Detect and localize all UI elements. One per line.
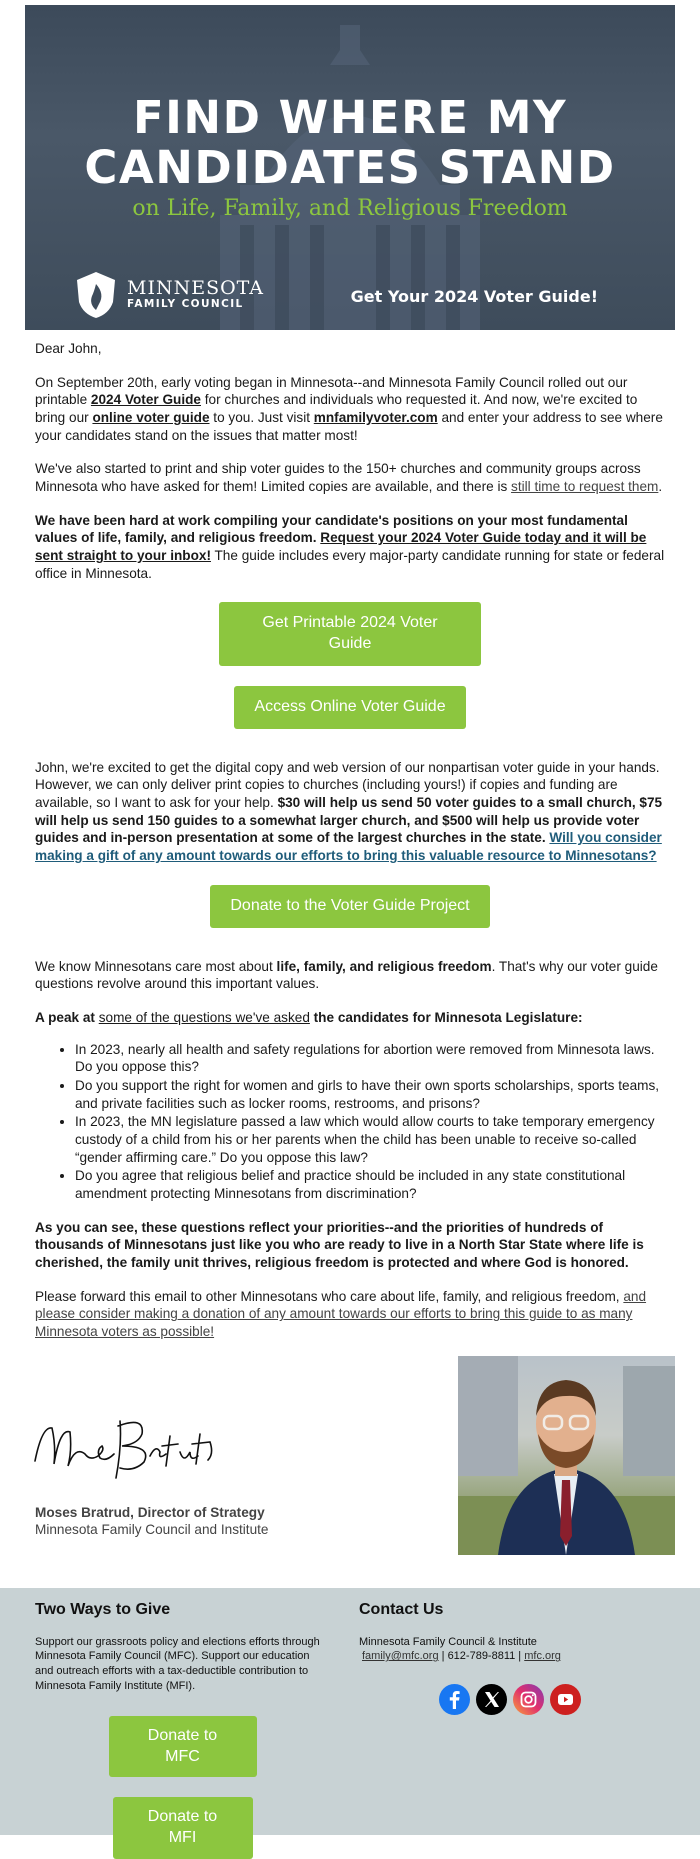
paragraph-priorities: As you can see, these questions reflect your priorities--and the priorities of hundreds of thousands of Minnesotans just like you who are ready to live in a North Star State where life is cherished, the family unit thrives, religious freedom is protected and where God is honored. — [35, 1219, 644, 1271]
online-voter-guide-link[interactable]: online voter guide — [92, 410, 210, 426]
printable-guide-button[interactable]: Get Printable 2024 Voter Guide — [219, 602, 481, 666]
site-link[interactable]: mfc.org — [524, 1650, 561, 1663]
text: Please forward this email to other Minnesotans who care about life, family, and religious freedom, — [35, 1288, 624, 1304]
instagram-icon[interactable] — [513, 1684, 544, 1715]
text: The guide includes every major-party candidate running for state or federal office in Minnesota. — [35, 548, 665, 581]
hero-title — [25, 93, 675, 193]
separator: | — [438, 1650, 448, 1663]
donate-mfc-row — [35, 1716, 330, 1778]
phone-number: 612-789-8811 — [447, 1650, 516, 1663]
logo-name-line2: FAMILY COUNCIL — [127, 298, 244, 311]
text: . — [658, 479, 663, 495]
donate-mfi-row — [35, 1797, 330, 1859]
paragraph-hard-at-work — [35, 512, 665, 583]
contact-column — [350, 1600, 665, 1835]
give-column — [35, 1600, 350, 1847]
request-guide-inbox-link[interactable]: Request your 2024 Voter Guide today and it will be sent straight to your inbox! — [35, 530, 647, 564]
give-text: Support our grassroots policy and elections efforts through Minnesota Family Council (MFC). Support our education and outreach efforts with a tax-deductible contribution to Minnesota Family Institute (MFI). — [35, 1635, 320, 1693]
donate-guide-row — [35, 885, 665, 928]
online-guide-row — [35, 686, 665, 729]
youtube-icon[interactable] — [550, 1684, 581, 1715]
questions-link[interactable]: some of the questions we've asked — [98, 1009, 310, 1025]
list-item: • Do you support the right for women and girls to have their own sports scholarships, sports teams, and private facilities such as locker rooms, restrooms, and prisons? — [75, 1077, 665, 1112]
handwritten-signature — [30, 1406, 220, 1486]
paragraph-peak — [35, 1009, 665, 1027]
printable-guide-row — [35, 602, 665, 666]
online-guide-button[interactable]: Access Online Voter Guide — [234, 686, 466, 729]
contact-line — [359, 1649, 665, 1664]
logo-name-line1: MINNESOTA — [127, 277, 265, 300]
text: We know Minnesotans care most about — [35, 958, 277, 974]
list-item: • Do you agree that religious belief and practice should be included in any state constitutional amendment protecting Minnesotans from discrimination? — [75, 1167, 665, 1202]
staff-photo — [458, 1356, 675, 1555]
paragraph-donation-ask — [35, 759, 665, 865]
portrait-image — [458, 1356, 675, 1555]
social-links — [439, 1684, 665, 1715]
hero-title-line1: FIND WHERE MY — [132, 91, 568, 144]
voter-guide-link[interactable]: 2024 Voter Guide — [90, 392, 201, 408]
facebook-icon[interactable] — [439, 1684, 470, 1715]
list-item: • In 2023, the MN legislature passed a law which would allow courts to take temporary emergency custody of a child from his or her parents when the child has been unable to receive so-called “gender affirming care.” Do you oppose this law? — [75, 1113, 665, 1166]
text: On September 20th, early voting began in Minnesota--and Minnesota Family Council rolled out our printable — [35, 374, 628, 408]
bold-text: We have been hard at work compiling your candidate's positions on your most fundamental values of life, family, and religious freedom. — [35, 512, 628, 546]
text: and enter your address to see where your candidates stand on the issues that matter most! — [35, 410, 663, 443]
text: A peak at — [35, 1009, 99, 1025]
questions-list — [75, 1041, 665, 1203]
greeting: Dear John, — [35, 341, 102, 356]
paragraph-print-ship — [35, 460, 665, 495]
email-body — [0, 330, 700, 1341]
paragraph-values — [35, 958, 665, 993]
separator: | — [515, 1650, 525, 1663]
hero-title-line2: CANDIDATES STAND — [84, 141, 616, 194]
text: for churches and individuals who requested it. And now, we're excited to bring our — [35, 392, 638, 426]
contact-title: Contact Us — [359, 1600, 444, 1618]
bold-text: $30 will help us send 50 voter guides to a small church, $75 will help us send 150 guides to a somewhat larger church, and $500 will help us provide voter guides and in-person presentation at some of the largest churches in the state. — [35, 795, 663, 846]
signer-org: Minnesota Family Council and Institute — [35, 1521, 269, 1537]
request-link[interactable]: still time to request them — [511, 479, 659, 495]
paragraph-early-voting — [35, 374, 665, 445]
give-title: Two Ways to Give — [35, 1600, 171, 1618]
donate-voter-guide-button[interactable]: Donate to the Voter Guide Project — [210, 885, 490, 928]
paragraph-forward — [35, 1288, 665, 1341]
donation-link[interactable]: and please consider making a donation of any amount towards our efforts to bring this guide to as many Minnesota voters as possible! — [35, 1288, 647, 1340]
footer — [0, 1588, 700, 1847]
donate-mfc-button[interactable]: Donate to MFC — [109, 1716, 257, 1778]
signer-name: Moses Bratrud, Director of Strategy — [35, 1504, 265, 1520]
gift-link[interactable]: Will you consider making a gift of any amount towards our efforts to bring this valuable resource to Minnesotans? — [35, 830, 662, 864]
text: the candidates for Minnesota Legislature: — [309, 1009, 583, 1025]
text: We've also started to print and ship voter guides to the 150+ churches and community groups across Minnesota who have asked for them! Limited copies are available, and there is — [35, 461, 641, 495]
text: to you. Just visit — [209, 410, 314, 426]
signature-area — [0, 1356, 700, 1586]
contact-org: Minnesota Family Council & Institute — [359, 1635, 537, 1648]
email-link[interactable]: family@mfc.org — [362, 1650, 439, 1663]
text: John, we're excited to get the digital copy and web version of our nonpartisan voter guide in your hands. However, we can only deliver print copies to churches (including yours!) if copies and funding are available, so I want to ask for your help. — [35, 759, 660, 811]
mfc-logo — [75, 270, 264, 320]
hero-cta-text: Get Your 2024 Voter Guide! — [350, 287, 598, 306]
hero-subtitle: on Life, Family, and Religious Freedom — [132, 196, 568, 221]
x-icon[interactable] — [476, 1684, 507, 1715]
list-item: • In 2023, nearly all health and safety regulations for abortion were removed from Minnesota laws. Do you oppose this? — [75, 1041, 665, 1076]
donate-mfi-button[interactable]: Donate to MFI — [113, 1797, 253, 1859]
mfc-logo-icon — [75, 270, 117, 320]
text: . That's why our voter guide questions revolve around this important values. — [35, 958, 658, 992]
mnfamilyvoter-link[interactable]: mnfamilyvoter.com — [313, 410, 438, 426]
bold-text: life, family, and religious freedom — [276, 958, 492, 974]
hero-banner[interactable] — [25, 5, 675, 330]
